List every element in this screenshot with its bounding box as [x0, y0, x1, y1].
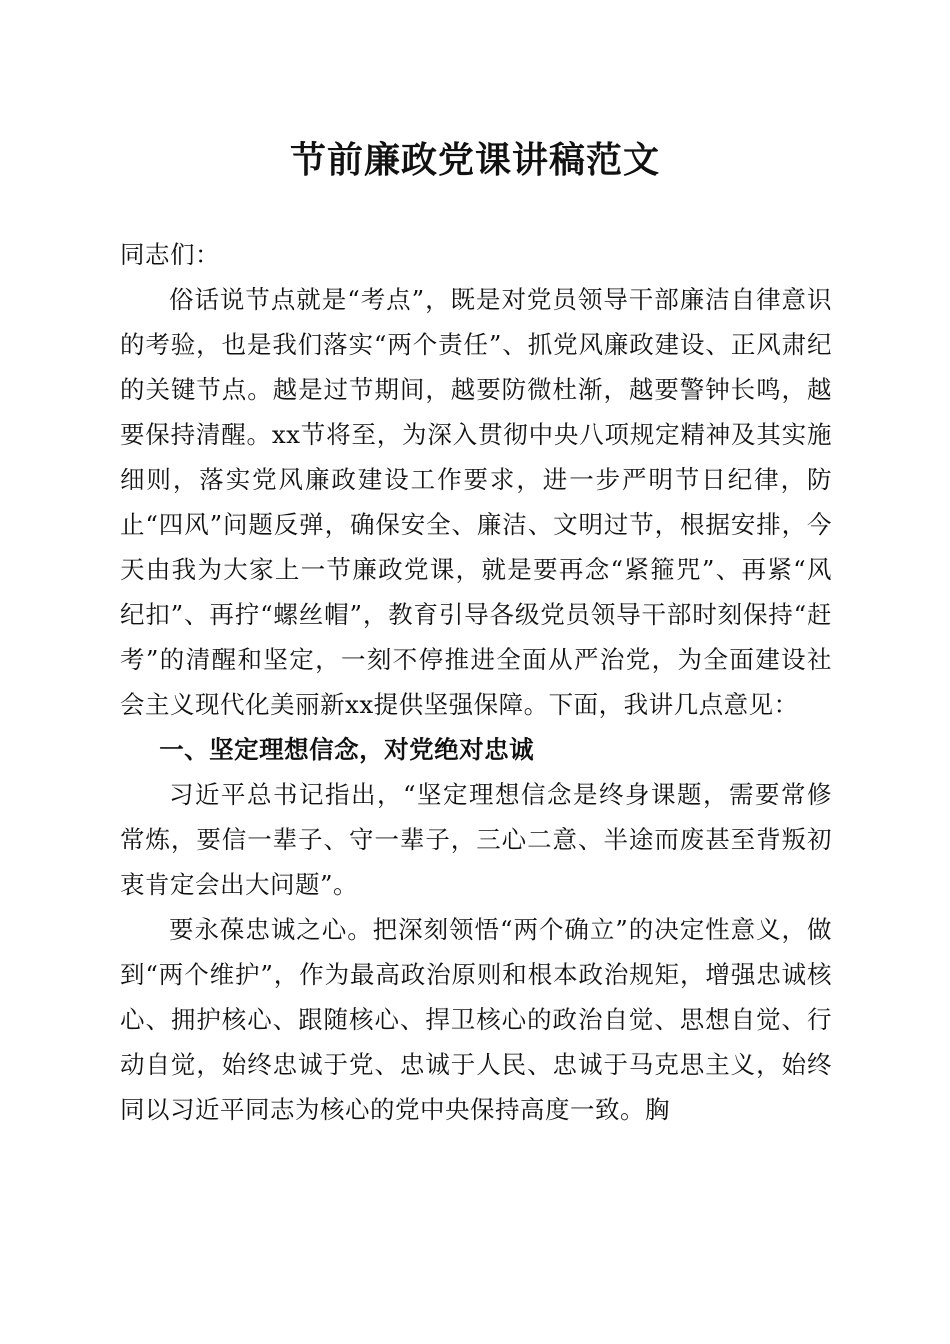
- paragraph-loyalty: 要永葆忠诚之心。把深刻领悟“两个确立”的决定性意义，做到“两个维护”，作为最高政治原则和根本政治规矩，增强忠诚核心、拥护核心、跟随核心、捍卫核心的政治自觉、思想自觉、行动自觉，始终忠诚于党、忠诚于人民、忠诚于马克思主义，始终同以习近平同志为核心的党中央保持高度一致。胸: [120, 915, 832, 1124]
- section-heading: 一、坚定理想信念，对党绝对忠诚: [159, 735, 535, 764]
- salutation: 同志们：: [120, 240, 220, 269]
- paragraph-intro: 俗话说节点就是“考点”，既是对党员领导干部廉洁自律意识的考验，也是我们落实“两个责任”、抓党风廉政建设、正风肃纪的关键节点。越是过节期间，越要防微杜渐，越要警钟长鸣，越要保持清醒。xx节将至，为深入贯彻中央八项规定精神及其实施细则，落实党风廉政建设工作要求，进一步严明节日纪律，防止“四风”问题反弹，确保安全、廉洁、文明过节，根据安排，今天由我为大家上一节廉政党课，就是要再念“紧箍咒”、再紧“风纪扣”、再拧“螺丝帽”，教育引导各级党员领导干部时刻保持“赶考”的清醒和坚定，一刻不停推进全面从严治党，为全面建设社会主义现代化美丽新xx提供坚强保障。下面，我讲几点意见：: [120, 285, 832, 719]
- document-body: [120, 232, 832, 1132]
- paragraph-quote: 习近平总书记指出，“坚定理想信念是终身课题，需要常修常炼，要信一辈子、守一辈子，三心二意、半途而废甚至背叛初衷肯定会出大问题”。: [120, 780, 832, 899]
- document-title: 节前廉政党课讲稿范文: [289, 139, 660, 181]
